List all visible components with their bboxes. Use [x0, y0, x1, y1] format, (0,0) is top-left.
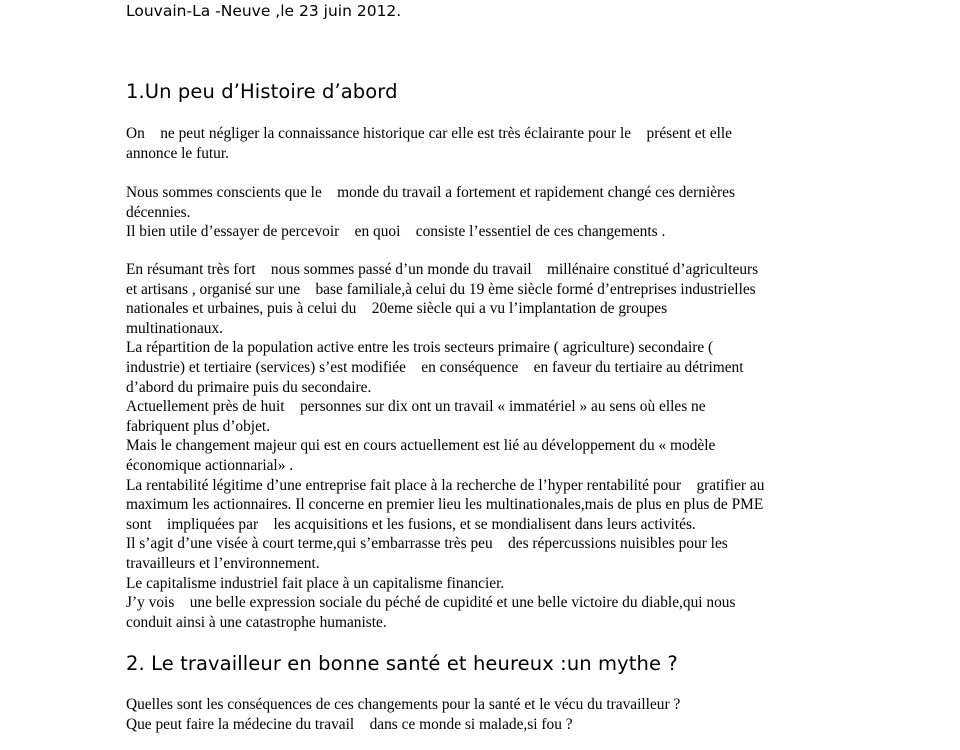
place-date-line: Louvain-La -Neuve ,le 23 juin 2012. — [126, 2, 402, 20]
text-line: Le capitalisme industriel fait place à un capitalisme financier. — [126, 574, 505, 592]
text-line: Quelles sont les conséquences de ces changements pour la santé et le vécu du travailleur ? — [126, 696, 681, 713]
text-line: Il s’agit d’une visée à court terme,qui s’embarrasse très peu des répercussions nuisibles pour les — [126, 535, 728, 553]
text-line: nationales et urbaines, puis à celui du 20eme siècle qui a vu l’implantation de groupes — [126, 300, 668, 318]
text-line: travailleurs et l’environnement. — [126, 554, 320, 572]
text-line: maximum les actionnaires. Il concerne en premier lieu les multinationales,mais de plus en plus de PME — [126, 496, 764, 514]
text-line: Actuellement près de huit personnes sur dix ont un travail « immatériel » au sens où elles ne — [126, 398, 706, 416]
text-line: conduit ainsi à une catastrophe humaniste. — [126, 613, 387, 631]
text-line: d’abord du primaire puis du secondaire. — [126, 378, 372, 396]
text-line: décennies. — [126, 203, 191, 221]
text-line: En résumant très fort nous sommes passé d’un monde du travail millénaire constitué d’agriculteurs — [126, 261, 759, 278]
section-2-paragraph-1 — [126, 695, 846, 734]
text-line: et artisans , organisé sur une base familiale,à celui du 19 ème siècle formé d’entreprises industrielles — [126, 280, 756, 298]
text-line: Il bien utile d’essayer de percevoir en quoi consiste l’essentiel de ces changements . — [126, 223, 666, 241]
text-line: La rentabilité légitime d’une entreprise fait place à la recherche de l’hyper rentabilité pour gratifier au — [126, 476, 765, 494]
text-line: industrie) et tertiaire (services) s’est modifiée en conséquence en faveur du tertiaire au détriment — [126, 358, 744, 376]
text-line: Nous sommes conscients que le monde du travail a fortement et rapidement changé ces dernières — [126, 184, 736, 201]
text-line: annonce le futur. — [126, 144, 229, 162]
text-line: économique actionnarial» . — [126, 456, 294, 474]
section-1-paragraph-2 — [126, 183, 846, 242]
text-line: Mais le changement majeur qui est en cours actuellement est lié au développement du « modèle — [126, 437, 716, 455]
text-line: sont impliquées par les acquisitions et les fusions, et se mondialisent dans leurs activités. — [126, 515, 696, 533]
section-2-heading: 2. Le travailleur en bonne santé et heureux :un mythe ? — [126, 652, 678, 675]
text-line: La répartition de la population active entre les trois secteurs primaire ( agriculture) secondaire ( — [126, 339, 714, 357]
section-1-paragraph-3 — [126, 260, 846, 632]
text-line: J’y vois une belle expression sociale du péché de cupidité et une belle victoire du diable,qui nous — [126, 594, 736, 612]
text-line: multinationaux. — [126, 319, 224, 337]
section-1-heading: 1.Un peu d’Histoire d’abord — [126, 80, 398, 103]
text-line: fabriquent plus d’objet. — [126, 417, 271, 435]
section-1-paragraph-1 — [126, 124, 846, 163]
text-line: Que peut faire la médecine du travail dans ce monde si malade,si fou ? — [126, 715, 573, 733]
text-line: On ne peut négliger la connaissance historique car elle est très éclairante pour le présent et elle — [126, 125, 732, 142]
